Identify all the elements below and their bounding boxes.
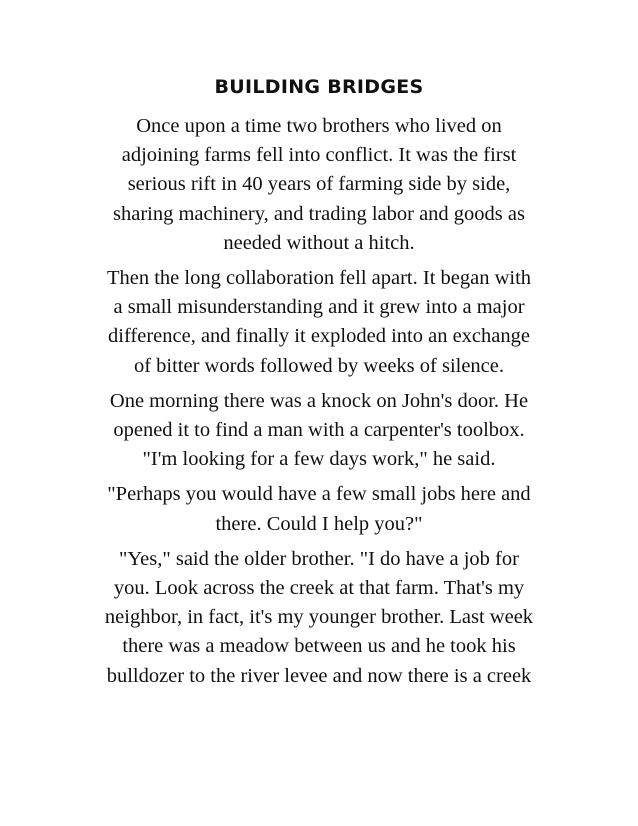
paragraph-line: Once upon a time two brothers who lived on: [136, 115, 502, 137]
paragraph-line: sharing machinery, and trading labor and goods as: [113, 202, 525, 225]
paragraph-line: "I'm looking for a few days work," he said.: [142, 448, 496, 471]
paragraph-line: serious rift in 40 years of farming side by side,: [127, 173, 511, 196]
paragraph-line: One morning there was a knock on John's door. He: [109, 389, 529, 412]
paragraph-line: adjoining farms fell into conflict. It was the first: [121, 144, 517, 167]
document-body: [60, 74, 578, 697]
paragraph-line: bulldozer to the river levee and now there is a creek: [106, 664, 532, 687]
paragraph-line: a small misunderstanding and it grew into a major: [113, 296, 525, 319]
paragraph-line: there. Could I help you?": [215, 512, 423, 535]
paragraph-line: there was a meadow between us and he took his: [122, 635, 516, 658]
paragraph-4: [60, 480, 578, 538]
paragraph-line: difference, and finally it exploded into an exchange: [108, 325, 530, 348]
paragraph-line: opened it to find a man with a carpenter's toolbox.: [113, 419, 525, 442]
paragraph-3: [60, 387, 578, 475]
paragraph-1: [60, 112, 578, 258]
paragraph-line: "Perhaps you would have a few small jobs here and: [107, 483, 531, 506]
paragraph-line: needed without a hitch.: [223, 231, 415, 254]
document-title: BUILDING BRIDGES: [214, 76, 424, 98]
paragraph-line: "Yes," said the older brother. "I do have a job for: [119, 547, 519, 570]
paragraph-line: you. Look across the creek at that farm. That's my: [113, 577, 525, 600]
paragraph-2: [60, 264, 578, 381]
paragraph-5: [60, 545, 578, 691]
paragraph-line: Then the long collaboration fell apart. It began with: [106, 267, 532, 290]
paragraph-line: neighbor, in fact, it's my younger brother. Last week: [104, 606, 534, 629]
paragraph-line: of bitter words followed by weeks of silence.: [133, 354, 505, 377]
